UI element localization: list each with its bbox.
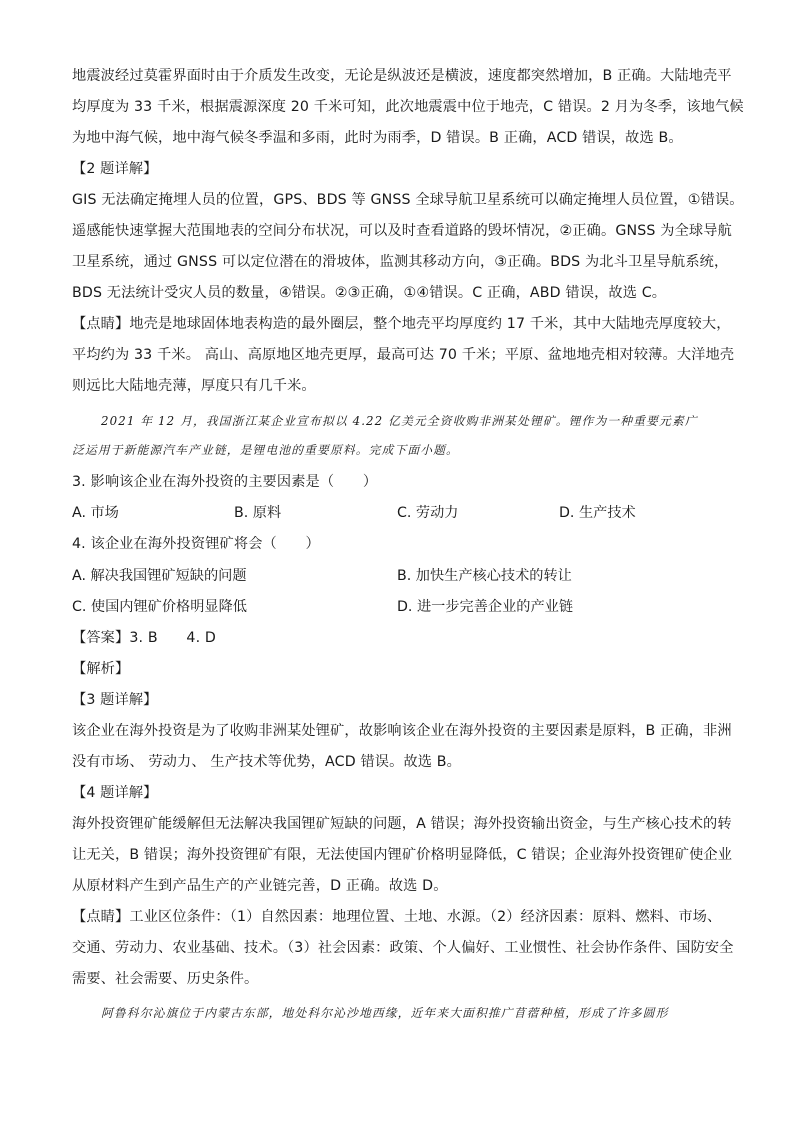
text-line: 平均约为 33 千米。 高山、高原地区地壳更厚，最高可达 70 千米；平原、盆地地壳相对较薄。大洋地壳 xyxy=(72,347,735,363)
text-line: 工业区位条件：（1）自然因素：地理位置、土地、水源。（2）经济因素：原料、燃料、市场、 xyxy=(129,909,722,925)
text-line: 没有市场、 劳动力、 生产技术等优势，ACD 错误。故选 B。 xyxy=(72,754,462,770)
text-line: 地震波经过莫霍界面时由于介质发生改变，无论是纵波还是横波，速度都突然增加，B 正确。大陆地壳平 xyxy=(72,68,732,84)
question-3: 3. 影响该企业在海外投资的主要因素是（ ） xyxy=(72,474,378,490)
text-line: 从原材料产生到产品生产的产业链完善，D 正确。故选 D。 xyxy=(72,878,448,894)
q3-option-b: B. 原料 xyxy=(234,505,282,521)
answer-line xyxy=(72,628,724,648)
section-heading-q3-detail: 【3 题详解】 xyxy=(72,692,158,708)
text-line: 则远比大陆地壳薄，厚度只有几千米。 xyxy=(72,378,316,394)
text-line: 需要、社会需要、历史条件。 xyxy=(72,971,259,987)
text-line: 交通、劳动力、农业基础、技术。（3）社会因素：政策、个人偏好、工业惯性、社会协作条件、国防安全 xyxy=(72,940,734,956)
answer-values: 3. B 4. D xyxy=(129,630,216,646)
text-line-with-tag xyxy=(72,907,724,927)
answer-tag: 【答案】 xyxy=(72,630,130,646)
q3-option-a: A. 市场 xyxy=(72,505,119,521)
text-line: 海外投资锂矿能缓解但无法解决我国锂矿短缺的问题，A 错误；海外投资输出资金，与生产核心技术的转 xyxy=(72,816,732,832)
q3-option-c: C. 劳动力 xyxy=(397,505,459,521)
text-line: 均厚度为 33 千米，根据震源深度 20 千米可知，此次地震震中位于地壳，C 错误。2 月为冬季，该地气候 xyxy=(72,99,744,115)
text-line: BDS 无法统计受灾人员的数量，④错误。②③正确，①④错误。C 正确，ABD 错误，故选 C。 xyxy=(72,285,667,301)
section-heading-q4-detail: 【4 题详解】 xyxy=(72,785,158,801)
tip-tag: 【点睛】 xyxy=(72,316,130,332)
passage-line: 阿鲁科尔沁旗位于内蒙古东部，地处科尔沁沙地西缘，近年来大面积推广苜蓿种植，形成了许多圆形 xyxy=(101,1006,669,1020)
q4-option-d: D. 进一步完善企业的产业链 xyxy=(397,599,574,615)
passage-line: 2021 年 12 月，我国浙江某企业宣布拟以 4.22 亿美元全资收购非洲某处锂矿。锂作为一种重要元素广 xyxy=(101,414,698,428)
q3-option-d: D. 生产技术 xyxy=(559,505,636,521)
text-line: GIS 无法确定掩埋人员的位置，GPS、BDS 等 GNSS 全球导航卫星系统可以确定掩埋人员位置，①错误。 xyxy=(72,192,744,208)
text-line: 让无关，B 错误；海外投资锂矿有限，无法使国内锂矿价格明显降低，C 错误；企业海外投资锂矿使企业 xyxy=(72,847,733,863)
q4-option-a: A. 解决我国锂矿短缺的问题 xyxy=(72,568,247,584)
text-line-with-tag xyxy=(72,314,731,334)
passage-line: 泛运用于新能源汽车产业链，是锂电池的重要原料。完成下面小题。 xyxy=(72,443,459,457)
question-4: 4. 该企业在海外投资锂矿将会（ ） xyxy=(72,536,320,552)
section-heading-q2-detail: 【2 题详解】 xyxy=(72,161,158,177)
text-line: 该企业在海外投资是为了收购非洲某处锂矿，故影响该企业在海外投资的主要因素是原料，B 正确，非洲 xyxy=(72,723,732,739)
text-line: 为地中海气候，地中海气候冬季温和多雨，此时为雨季，D 错误。B 正确，ACD 错误，故选 B。 xyxy=(72,130,683,146)
text-line: 地壳是地球固体地表构造的最外圈层，整个地壳平均厚度约 17 千米，其中大陆地壳厚度较大， xyxy=(129,316,731,332)
q4-option-c: C. 使国内锂矿价格明显降低 xyxy=(72,599,247,615)
q4-option-b: B. 加快生产核心技术的转让 xyxy=(397,568,572,584)
analysis-tag: 【解析】 xyxy=(72,661,130,677)
text-line: 遥感能快速掌握大范围地表的空间分布状况，可以及时查看道路的毁坏情况，②正确。GNSS 为全球导航 xyxy=(72,223,732,239)
text-line: 卫星系统，通过 GNSS 可以定位潜在的滑坡体，监测其移动方向，③正确。BDS 为北斗卫星导航系统， xyxy=(72,254,729,270)
tip-tag: 【点睛】 xyxy=(72,909,130,925)
